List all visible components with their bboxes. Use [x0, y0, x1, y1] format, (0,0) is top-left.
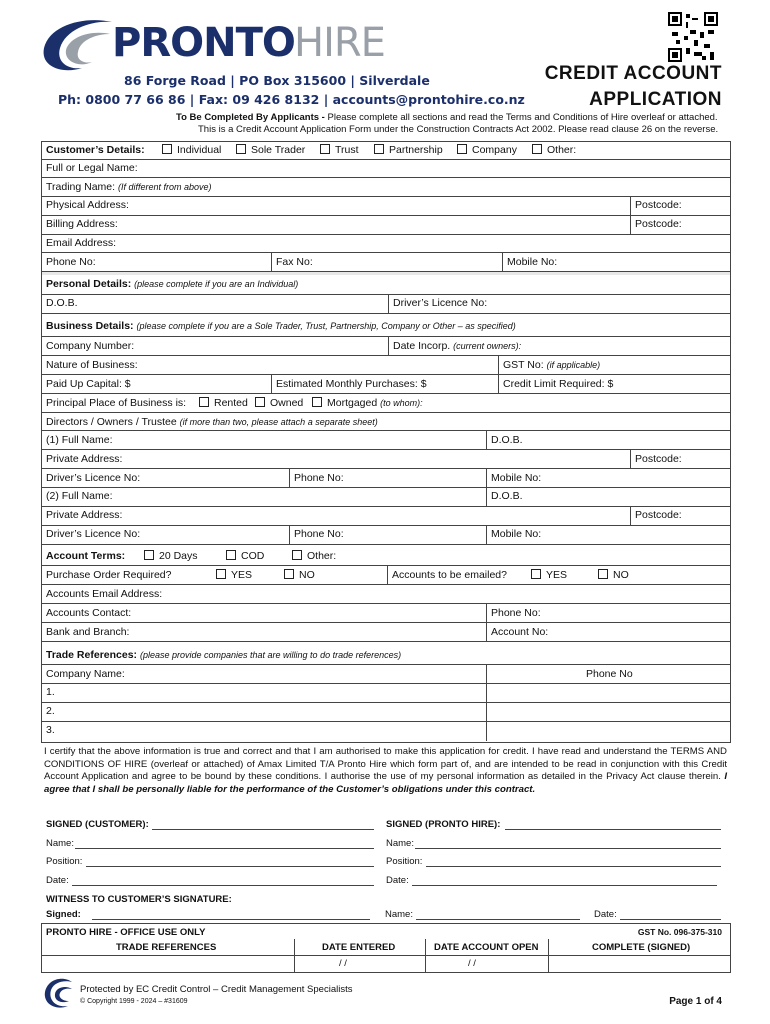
footer-protected-text: Protected by EC Credit Control – Credit Management Specialists: [80, 984, 353, 995]
po-yes-option[interactable]: YES: [216, 569, 252, 582]
footer-copyright: © Copyright 1999 - 2024 – #31609: [80, 998, 188, 1005]
terms-cod-option[interactable]: COD: [226, 550, 264, 563]
brand-name-secondary: HIRE: [294, 20, 385, 66]
witness-date-line[interactable]: [620, 919, 721, 920]
checkbox[interactable]: [236, 144, 246, 154]
bank-branch-field[interactable]: Bank and Branch:: [46, 626, 130, 638]
billing-postcode-field[interactable]: Postcode:: [635, 218, 682, 230]
est-monthly-purchases-field[interactable]: Estimated Monthly Purchases: $: [276, 378, 427, 390]
director2-name-field[interactable]: (2) Full Name:: [46, 490, 113, 502]
principal-mortgaged-option[interactable]: Mortgaged (to whom):: [312, 397, 423, 410]
pronto-date-label: Date:: [386, 875, 409, 886]
account-terms-label: Account Terms:: [46, 550, 126, 562]
customer-details-row: Customer’s Details:: [46, 144, 145, 156]
customer-type-trust[interactable]: Trust: [320, 144, 359, 157]
gst-number: GST No. 096-375-310: [637, 927, 722, 937]
director1-postcode-field[interactable]: Postcode:: [635, 453, 682, 465]
ec-credit-control-logo-icon: [42, 976, 76, 1010]
company-number-field[interactable]: Company Number:: [46, 340, 135, 352]
director1-address-field[interactable]: Private Address:: [46, 453, 123, 465]
customer-type-partnership[interactable]: Partnership: [374, 144, 443, 157]
principal-owned-option[interactable]: Owned: [255, 397, 303, 410]
checkbox[interactable]: [532, 144, 542, 154]
checkbox[interactable]: [598, 569, 608, 579]
date-open-field[interactable]: / /: [468, 958, 476, 969]
director2-address-field[interactable]: Private Address:: [46, 509, 123, 521]
pronto-date-line[interactable]: [412, 885, 717, 886]
pronto-position-label: Position:: [386, 856, 423, 867]
director2-dob-field[interactable]: D.O.B.: [491, 490, 523, 502]
pronto-name-label: Name:: [386, 838, 414, 849]
billing-address-field[interactable]: Billing Address:: [46, 218, 118, 230]
mobile-field[interactable]: Mobile No:: [507, 256, 558, 268]
signed-pronto-label: SIGNED (PRONTO HIRE):: [386, 819, 501, 830]
checkbox[interactable]: [284, 569, 294, 579]
director1-mobile-field[interactable]: Mobile No:: [491, 472, 542, 484]
office-col-date-open: DATE ACCOUNT OPEN: [434, 942, 539, 953]
office-col-trade-refs: TRADE REFERENCES: [116, 942, 217, 953]
declaration-text: I certify that the above information is true and correct and that I am authorised to make this application for credit. I have read and understand the TERMS AND CONDITIONS OF HIRE (overleaf or attached) of Amax Limited T/A Pronto Hire which form part of, and are intended to be read in conjunction with this Credit Account Application and agree to be bound by these conditions. I authorise the use of my personal information as detailed in the Privacy Act clause therein. I agree that I shall be personally liable for the performance of the Customer’s obligations under this contract.: [44, 746, 727, 795]
checkbox[interactable]: [144, 550, 154, 560]
director2-mobile-field[interactable]: Mobile No:: [491, 528, 542, 540]
checkbox[interactable]: [292, 550, 302, 560]
principal-place-label: Principal Place of Business is:: [46, 397, 187, 409]
emailed-yes-option[interactable]: YES: [531, 569, 567, 582]
accounts-email-field[interactable]: Accounts Email Address:: [46, 588, 163, 600]
pronto-logo: [36, 14, 436, 76]
emailed-label: Accounts to be emailed?: [392, 569, 507, 581]
business-details-heading: Business Details: (please complete if you are a Sole Trader, Trust, Partnership, Company or Other – as specified): [46, 320, 516, 332]
director1-name-field[interactable]: (1) Full Name:: [46, 434, 113, 446]
po-required-label: Purchase Order Required?: [46, 569, 172, 581]
witness-signed-label: Signed:: [46, 909, 81, 920]
date-entered-field[interactable]: / /: [339, 958, 347, 969]
physical-address-field[interactable]: Physical Address:: [46, 199, 129, 211]
checkbox[interactable]: [374, 144, 384, 154]
checkbox[interactable]: [162, 144, 172, 154]
customer-position-line[interactable]: [86, 866, 374, 867]
director2-licence-field[interactable]: Driver’s Licence No:: [46, 528, 141, 540]
nature-of-business-field[interactable]: Nature of Business:: [46, 359, 138, 371]
director1-phone-field[interactable]: Phone No:: [294, 472, 344, 484]
personal-details-heading: Personal Details: (please complete if you are an Individual): [46, 278, 299, 290]
office-col-complete: COMPLETE (SIGNED): [592, 942, 691, 953]
paid-up-capital-field[interactable]: Paid Up Capital: $: [46, 378, 131, 390]
witness-date-label: Date:: [594, 909, 617, 920]
signed-customer-line[interactable]: [152, 829, 374, 830]
witness-heading: WITNESS TO CUSTOMER’S SIGNATURE:: [46, 894, 232, 905]
brand-name: PRONTO: [112, 20, 295, 66]
trade-row-2[interactable]: 2.: [46, 705, 55, 717]
witness-signed-line[interactable]: [92, 919, 370, 920]
form-title-line2: APPLICATION: [589, 89, 722, 110]
checkbox[interactable]: [216, 569, 226, 579]
intro-line-1: To Be Completed By Applicants - Please complete all sections and read the Terms and Conditions of Hire overleaf or attached.: [176, 112, 718, 123]
company-contact: Ph: 0800 77 66 86 | Fax: 09 426 8132 | accounts@prontohire.co.nz: [58, 92, 525, 107]
checkbox[interactable]: [320, 144, 330, 154]
credit-limit-field[interactable]: Credit Limit Required: $: [503, 378, 614, 390]
witness-name-label: Name:: [385, 909, 413, 920]
signed-customer-label: SIGNED (CUSTOMER):: [46, 819, 149, 830]
witness-name-line[interactable]: [416, 919, 580, 920]
customer-date-label: Date:: [46, 875, 69, 886]
director1-licence-field[interactable]: Driver’s Licence No:: [46, 472, 141, 484]
emailed-no-option[interactable]: NO: [598, 569, 629, 582]
trade-row-3[interactable]: 3.: [46, 724, 55, 736]
customer-position-label: Position:: [46, 856, 83, 867]
customer-type-other[interactable]: Other:: [532, 144, 576, 157]
checkbox[interactable]: [531, 569, 541, 579]
principal-rented-option[interactable]: Rented: [199, 397, 248, 410]
personal-dob-field[interactable]: D.O.B.: [46, 297, 78, 309]
gst-number-field[interactable]: GST No: (if applicable): [503, 359, 601, 371]
trade-references-heading: Trade References: (please provide companies that are willing to do trade references): [46, 649, 402, 661]
physical-postcode-field[interactable]: Postcode:: [635, 199, 682, 211]
phone-field[interactable]: Phone No:: [46, 256, 96, 268]
page-number: Page 1 of 4: [669, 996, 722, 1007]
trade-phone-header: Phone No: [586, 668, 633, 680]
accounts-contact-field[interactable]: Accounts Contact:: [46, 607, 132, 619]
po-no-option[interactable]: NO: [284, 569, 315, 582]
customer-date-line[interactable]: [72, 885, 374, 886]
customer-type-company[interactable]: Company: [457, 144, 517, 157]
directors-heading: Directors / Owners / Trustee (if more than two, please attach a separate sheet): [46, 416, 378, 428]
customer-name-label: Name:: [46, 838, 74, 849]
form-title-line1: CREDIT ACCOUNT: [544, 63, 722, 84]
accounts-phone-field[interactable]: Phone No:: [491, 607, 541, 619]
trade-company-header: Company Name:: [46, 668, 125, 680]
checkbox[interactable]: [312, 397, 322, 407]
pronto-name-line[interactable]: [415, 848, 721, 849]
full-legal-name-field[interactable]: Full or Legal Name:: [46, 162, 138, 174]
company-address: 86 Forge Road | PO Box 315600 | Silverdale: [124, 73, 430, 88]
director2-phone-field[interactable]: Phone No:: [294, 528, 344, 540]
fax-field[interactable]: Fax No:: [276, 256, 313, 268]
director1-dob-field[interactable]: D.O.B.: [491, 434, 523, 446]
email-address-field[interactable]: Email Address:: [46, 237, 117, 249]
checkbox[interactable]: [457, 144, 467, 154]
office-col-date-entered: DATE ENTERED: [322, 942, 396, 953]
office-use-heading: PRONTO HIRE - OFFICE USE ONLY: [46, 927, 206, 938]
qr-code-icon: [668, 12, 718, 62]
checkbox[interactable]: [199, 397, 209, 407]
pronto-position-line[interactable]: [426, 866, 721, 867]
trading-name-field[interactable]: Trading Name: (If different from above): [46, 181, 212, 193]
date-incorp-field[interactable]: Date Incorp. (current owners):: [393, 340, 522, 352]
customer-name-line[interactable]: [75, 848, 374, 849]
trade-row-1[interactable]: 1.: [46, 686, 55, 698]
customer-type-sole-trader[interactable]: Sole Trader: [236, 144, 305, 157]
director2-postcode-field[interactable]: Postcode:: [635, 509, 682, 521]
terms-other-option[interactable]: Other:: [292, 550, 336, 563]
signed-pronto-line[interactable]: [505, 829, 721, 830]
intro-line-2: This is a Credit Account Application Form under the Construction Contracts Act 2002. Please read clause 26 on the reverse.: [198, 124, 719, 135]
checkbox[interactable]: [226, 550, 236, 560]
personal-licence-field[interactable]: Driver’s Licence No:: [393, 297, 488, 309]
customer-type-individual[interactable]: Individual: [162, 144, 221, 157]
terms-20-days-option[interactable]: 20 Days: [144, 550, 198, 563]
checkbox[interactable]: [255, 397, 265, 407]
account-number-field[interactable]: Account No:: [491, 626, 549, 638]
